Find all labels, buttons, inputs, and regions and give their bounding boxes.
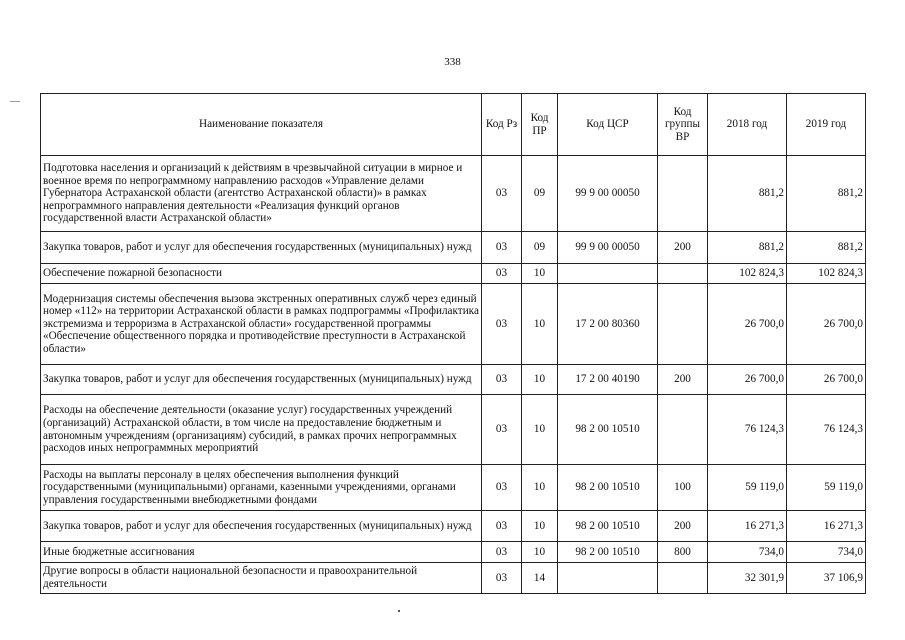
table-row bbox=[41, 511, 866, 542]
table-row bbox=[41, 465, 866, 511]
cell-2018: 734,0 bbox=[708, 542, 787, 563]
table-row bbox=[41, 264, 866, 284]
bottom-dot bbox=[398, 610, 400, 612]
cell-csr bbox=[558, 563, 658, 594]
cell-pr: 14 bbox=[522, 563, 558, 594]
cell-2018: 881,2 bbox=[708, 156, 787, 232]
cell-rz: 03 bbox=[482, 232, 522, 264]
table-row bbox=[41, 563, 866, 594]
cell-name: Закупка товаров, работ и услуг для обеспечения государственных (муниципальных) нужд bbox=[41, 365, 482, 395]
cell-pr: 10 bbox=[522, 264, 558, 284]
cell-2018: 26 700,0 bbox=[708, 284, 787, 365]
cell-name: Другие вопросы в области национальной безопасности и правоохранительной деятельности bbox=[41, 563, 482, 594]
cell-csr: 17 2 00 80360 bbox=[558, 284, 658, 365]
cell-pr: 10 bbox=[522, 465, 558, 511]
cell-csr bbox=[558, 264, 658, 284]
cell-rz: 03 bbox=[482, 563, 522, 594]
cell-csr: 99 9 00 00050 bbox=[558, 156, 658, 232]
cell-pr: 10 bbox=[522, 542, 558, 563]
cell-2018: 32 301,9 bbox=[708, 563, 787, 594]
cell-vr: 800 bbox=[658, 542, 708, 563]
cell-pr: 10 bbox=[522, 395, 558, 465]
cell-2018: 16 271,3 bbox=[708, 511, 787, 542]
cell-vr bbox=[658, 395, 708, 465]
cell-vr: 200 bbox=[658, 511, 708, 542]
cell-vr: 200 bbox=[658, 365, 708, 395]
page-number: 338 bbox=[444, 56, 461, 68]
cell-rz: 03 bbox=[482, 395, 522, 465]
cell-rz: 03 bbox=[482, 264, 522, 284]
cell-pr: 10 bbox=[522, 365, 558, 395]
cell-name: Расходы на выплаты персоналу в целях обеспечения выполнения функций государственными (муниципальными) органами, казенными учреждениями, органами управления государственными внебюджетными фондами bbox=[41, 465, 482, 511]
cell-rz: 03 bbox=[482, 156, 522, 232]
table-row bbox=[41, 542, 866, 563]
cell-name: Закупка товаров, работ и услуг для обеспечения государственных (муниципальных) нужд bbox=[41, 232, 482, 264]
margin-mark bbox=[10, 101, 20, 102]
cell-2019: 76 124,3 bbox=[787, 395, 866, 465]
header-name: Наименование показателя bbox=[41, 94, 482, 156]
table-row bbox=[41, 395, 866, 465]
cell-name: Обеспечение пожарной безопасности bbox=[41, 264, 482, 284]
cell-name: Иные бюджетные ассигнования bbox=[41, 542, 482, 563]
cell-csr: 98 2 00 10510 bbox=[558, 465, 658, 511]
header-rz: Код Рз bbox=[482, 94, 522, 156]
cell-name: Закупка товаров, работ и услуг для обеспечения государственных (муниципальных) нужд bbox=[41, 511, 482, 542]
cell-2019: 881,2 bbox=[787, 232, 866, 264]
cell-vr bbox=[658, 156, 708, 232]
cell-name: Подготовка населения и организаций к действиям в чрезвычайной ситуации в мирное и военное время по непрограммному направлению расходов «Управление делами Губернатора Астраханской области (агентство Астраханской области)» в рамках непрограммного направления деятельности «Реализация функций органов государственной власти Астраханской области» bbox=[41, 156, 482, 232]
header-csr: Код ЦСР bbox=[558, 94, 658, 156]
cell-2018: 102 824,3 bbox=[708, 264, 787, 284]
cell-vr: 100 bbox=[658, 465, 708, 511]
cell-rz: 03 bbox=[482, 542, 522, 563]
cell-2019: 37 106,9 bbox=[787, 563, 866, 594]
cell-2019: 16 271,3 bbox=[787, 511, 866, 542]
header-pr: Код ПР bbox=[522, 94, 558, 156]
cell-csr: 17 2 00 40190 bbox=[558, 365, 658, 395]
cell-csr: 98 2 00 10510 bbox=[558, 511, 658, 542]
header-2018: 2018 год bbox=[708, 94, 787, 156]
cell-rz: 03 bbox=[482, 365, 522, 395]
table-header-row bbox=[41, 94, 866, 156]
table-row bbox=[41, 232, 866, 264]
cell-name: Модернизация системы обеспечения вызова экстренных оперативных служб через единый номер «112» на территории Астраханской области в рамках подпрограммы «Профилактика экстремизма и терроризма в Астраханской области» государственной программы «Обеспечение общественного порядка и противодействие преступности в Астраханской области» bbox=[41, 284, 482, 365]
cell-csr: 98 2 00 10510 bbox=[558, 395, 658, 465]
cell-vr bbox=[658, 264, 708, 284]
cell-2018: 881,2 bbox=[708, 232, 787, 264]
cell-rz: 03 bbox=[482, 511, 522, 542]
cell-vr bbox=[658, 284, 708, 365]
cell-vr: 200 bbox=[658, 232, 708, 264]
cell-2018: 76 124,3 bbox=[708, 395, 787, 465]
cell-2019: 102 824,3 bbox=[787, 264, 866, 284]
cell-2018: 59 119,0 bbox=[708, 465, 787, 511]
budget-table bbox=[40, 93, 866, 594]
cell-pr: 09 bbox=[522, 232, 558, 264]
table-row bbox=[41, 156, 866, 232]
cell-2019: 59 119,0 bbox=[787, 465, 866, 511]
cell-pr: 09 bbox=[522, 156, 558, 232]
cell-2019: 881,2 bbox=[787, 156, 866, 232]
cell-rz: 03 bbox=[482, 465, 522, 511]
cell-2018: 26 700,0 bbox=[708, 365, 787, 395]
cell-2019: 26 700,0 bbox=[787, 284, 866, 365]
cell-2019: 734,0 bbox=[787, 542, 866, 563]
table-row bbox=[41, 365, 866, 395]
cell-name: Расходы на обеспечение деятельности (оказание услуг) государственных учреждений (организаций) Астраханской области, в том числе на предоставление бюджетным и автономным учреждениям (организациям) субсидий, в рамках прочих непрограммных расходов иных непрограммных мероприятий bbox=[41, 395, 482, 465]
table-row bbox=[41, 284, 866, 365]
cell-rz: 03 bbox=[482, 284, 522, 365]
cell-2019: 26 700,0 bbox=[787, 365, 866, 395]
header-vr: Код группы ВР bbox=[658, 94, 708, 156]
cell-vr bbox=[658, 563, 708, 594]
cell-csr: 99 9 00 00050 bbox=[558, 232, 658, 264]
cell-csr: 98 2 00 10510 bbox=[558, 542, 658, 563]
header-2019: 2019 год bbox=[787, 94, 866, 156]
cell-pr: 10 bbox=[522, 284, 558, 365]
cell-pr: 10 bbox=[522, 511, 558, 542]
